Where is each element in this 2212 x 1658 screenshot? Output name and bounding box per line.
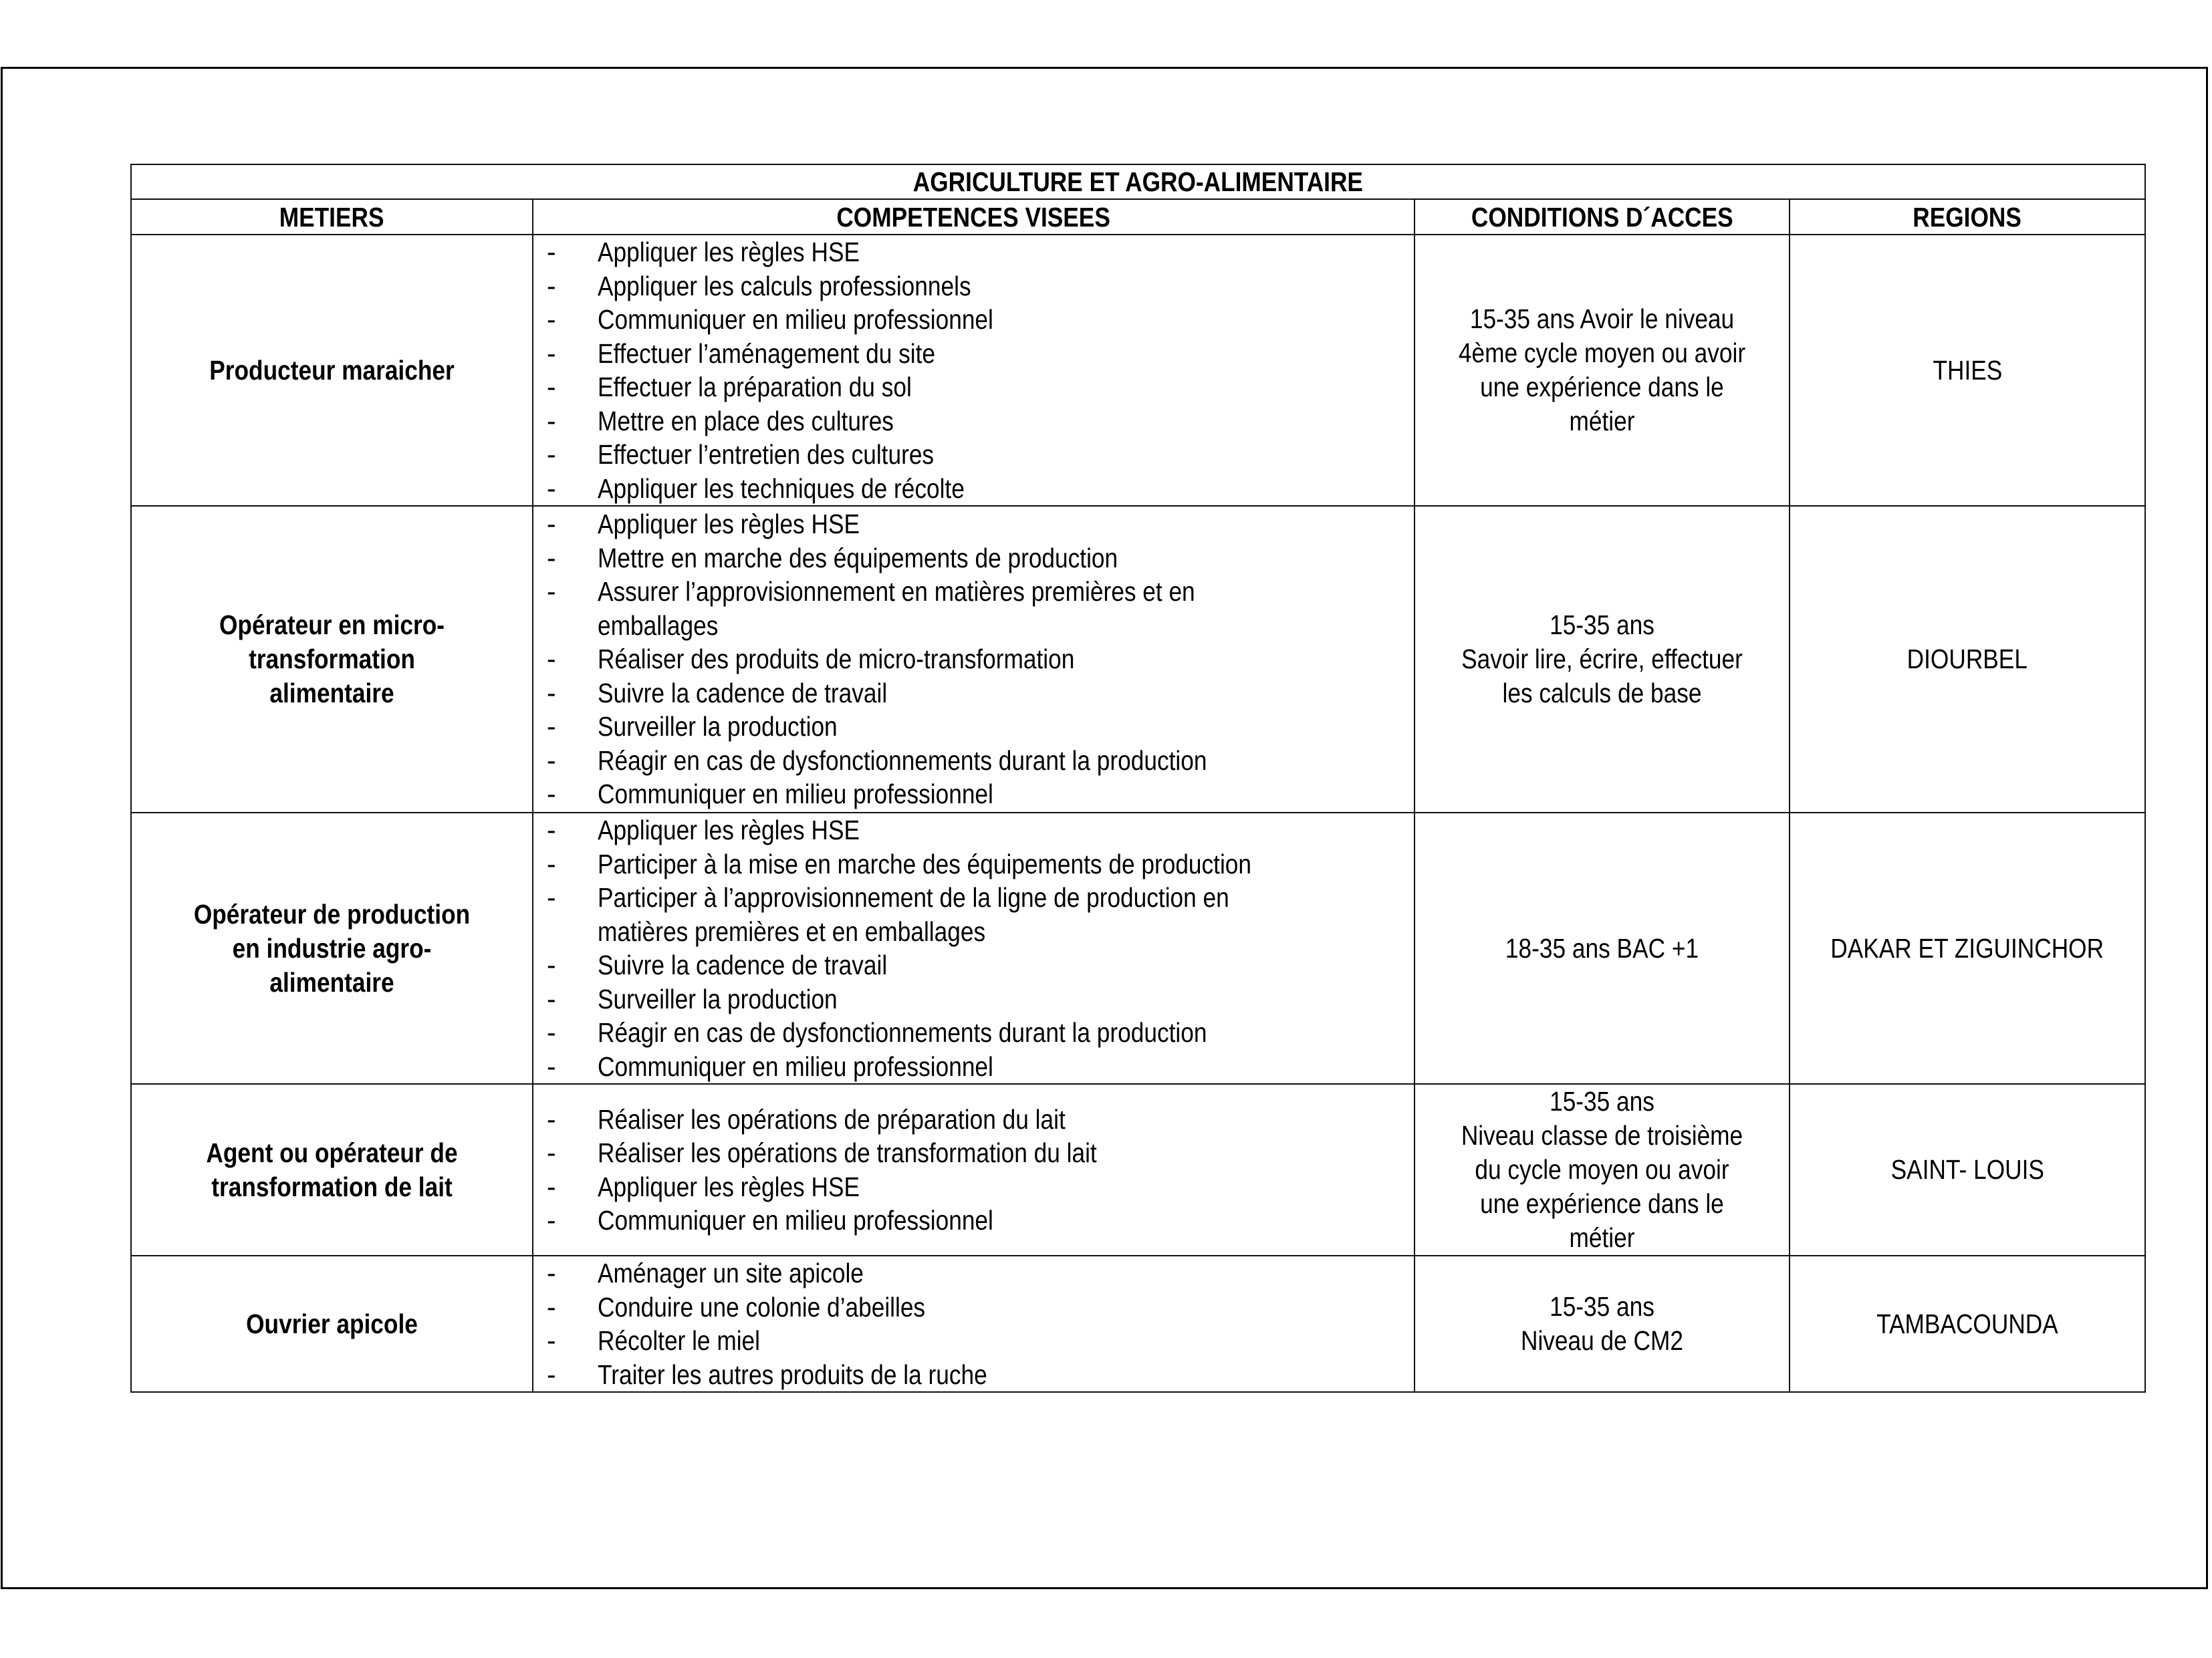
list-item: - Appliquer les règles HSE [547, 509, 860, 540]
list-item: - Traiter les autres produits de la ruche [547, 1359, 987, 1390]
competences-cell [533, 506, 1415, 813]
header-competences: COMPETENCES VISEES [533, 199, 1415, 235]
conditions-cell: 15-35 ans Avoir le niveau 4ème cycle moyen ou avoir une expérience dans le métier [1415, 235, 1790, 506]
header-regions: REGIONS [1790, 199, 2145, 235]
list-item: - Appliquer les techniques de récolte [547, 472, 965, 504]
table-row [131, 506, 2145, 813]
list-item: - Effectuer la préparation du sol [547, 372, 912, 402]
table-row [131, 813, 2145, 1084]
list-item: - Surveiller la production [547, 983, 838, 1014]
list-item: - Réaliser les opérations de préparation du lait [547, 1103, 1066, 1135]
list-item: - Assurer l’approvisionnement en matières premières et en [547, 576, 1195, 607]
formation-table [130, 164, 2146, 1393]
list-item: - Réagir en cas de dysfonctionnements durant la production [547, 744, 1207, 776]
title-row [131, 164, 2145, 199]
list-item: - Communiquer en milieu professionnel [547, 304, 993, 335]
list-item: - Appliquer les règles HSE [547, 815, 860, 845]
conditions-cell: 15-35 ans Niveau classe de troisième du cycle moyen ou avoir une expérience dans le métier [1415, 1084, 1790, 1256]
table-row [131, 1256, 2145, 1392]
header-conditions: CONDITIONS D´ACCES [1415, 199, 1790, 235]
competences-list [533, 1256, 1414, 1391]
list-item: - Conduire une colonie d’abeilles [547, 1291, 926, 1323]
list-item: - Communiquer en milieu professionnel [547, 779, 993, 810]
region-cell: DAKAR ET ZIGUINCHOR [1790, 813, 2145, 1084]
list-item: - Participer à l’approvisionnement de la ligne de production en [547, 882, 1229, 913]
competences-list [533, 813, 1414, 1083]
conditions-cell: 15-35 ans Savoir lire, écrire, effectuer les calculs de base [1415, 506, 1790, 813]
list-item: - Réagir en cas de dysfonctionnements durant la production [547, 1017, 1207, 1048]
conditions-cell: 18-35 ans BAC +1 [1415, 813, 1790, 1084]
region-cell: TAMBACOUNDA [1790, 1256, 2145, 1392]
metier-cell: Opérateur en micro- transformation alimentaire [131, 506, 533, 813]
list-item: - Appliquer les règles HSE [547, 237, 860, 267]
list-item: - Effectuer l’entretien des cultures [547, 439, 935, 470]
list-item: - Mettre en place des cultures [547, 405, 894, 436]
table-row [131, 1084, 2145, 1256]
competences-list [533, 507, 1414, 811]
region-cell: SAINT- LOUIS [1790, 1084, 2145, 1256]
list-item: - Mettre en marche des équipements de production [547, 542, 1118, 573]
list-item: - Réaliser des produits de micro-transformation [547, 644, 1075, 675]
metier-cell: Producteur maraicher [131, 235, 533, 506]
list-item: - Appliquer les règles HSE [547, 1171, 860, 1202]
header-metiers: METIERS [131, 199, 533, 235]
competences-cell [533, 1256, 1415, 1392]
table-title: AGRICULTURE ET AGRO-ALIMENTAIRE [131, 164, 2145, 199]
list-item: - Communiquer en milieu professionnel [547, 1051, 993, 1082]
list-item: - Effectuer l’aménagement du site [547, 337, 936, 369]
list-item: - Suivre la cadence de travail [547, 950, 888, 980]
list-item: - Surveiller la production [547, 711, 838, 742]
metier-cell: Ouvrier apicole [131, 1256, 533, 1392]
competences-list [533, 1103, 1414, 1238]
list-item: - Appliquer les calculs professionnels [547, 270, 971, 301]
conditions-cell: 15-35 ans Niveau de CM2 [1415, 1256, 1790, 1392]
competences-cell [533, 813, 1415, 1084]
competences-list [533, 235, 1414, 505]
list-item: - Suivre la cadence de travail [547, 677, 888, 708]
list-item-continuation: emballages [598, 609, 719, 641]
competences-cell [533, 1084, 1415, 1256]
table-row [131, 235, 2145, 506]
list-item: - Récolter le miel [547, 1325, 760, 1356]
competences-cell [533, 235, 1415, 506]
list-item: - Communiquer en milieu professionnel [547, 1205, 993, 1236]
header-row [131, 199, 2145, 235]
metier-cell: Opérateur de production en industrie agro- alimentaire [131, 813, 533, 1084]
list-item-continuation: matières premières et en emballages [598, 916, 986, 947]
region-cell: THIES [1790, 235, 2145, 506]
list-item: - Participer à la mise en marche des équipements de production [547, 848, 1252, 879]
list-item: - Réaliser les opérations de transformation du lait [547, 1137, 1097, 1168]
region-cell: DIOURBEL [1790, 506, 2145, 813]
metier-cell: Agent ou opérateur de transformation de lait [131, 1084, 533, 1256]
list-item: - Aménager un site apicole [547, 1258, 864, 1288]
